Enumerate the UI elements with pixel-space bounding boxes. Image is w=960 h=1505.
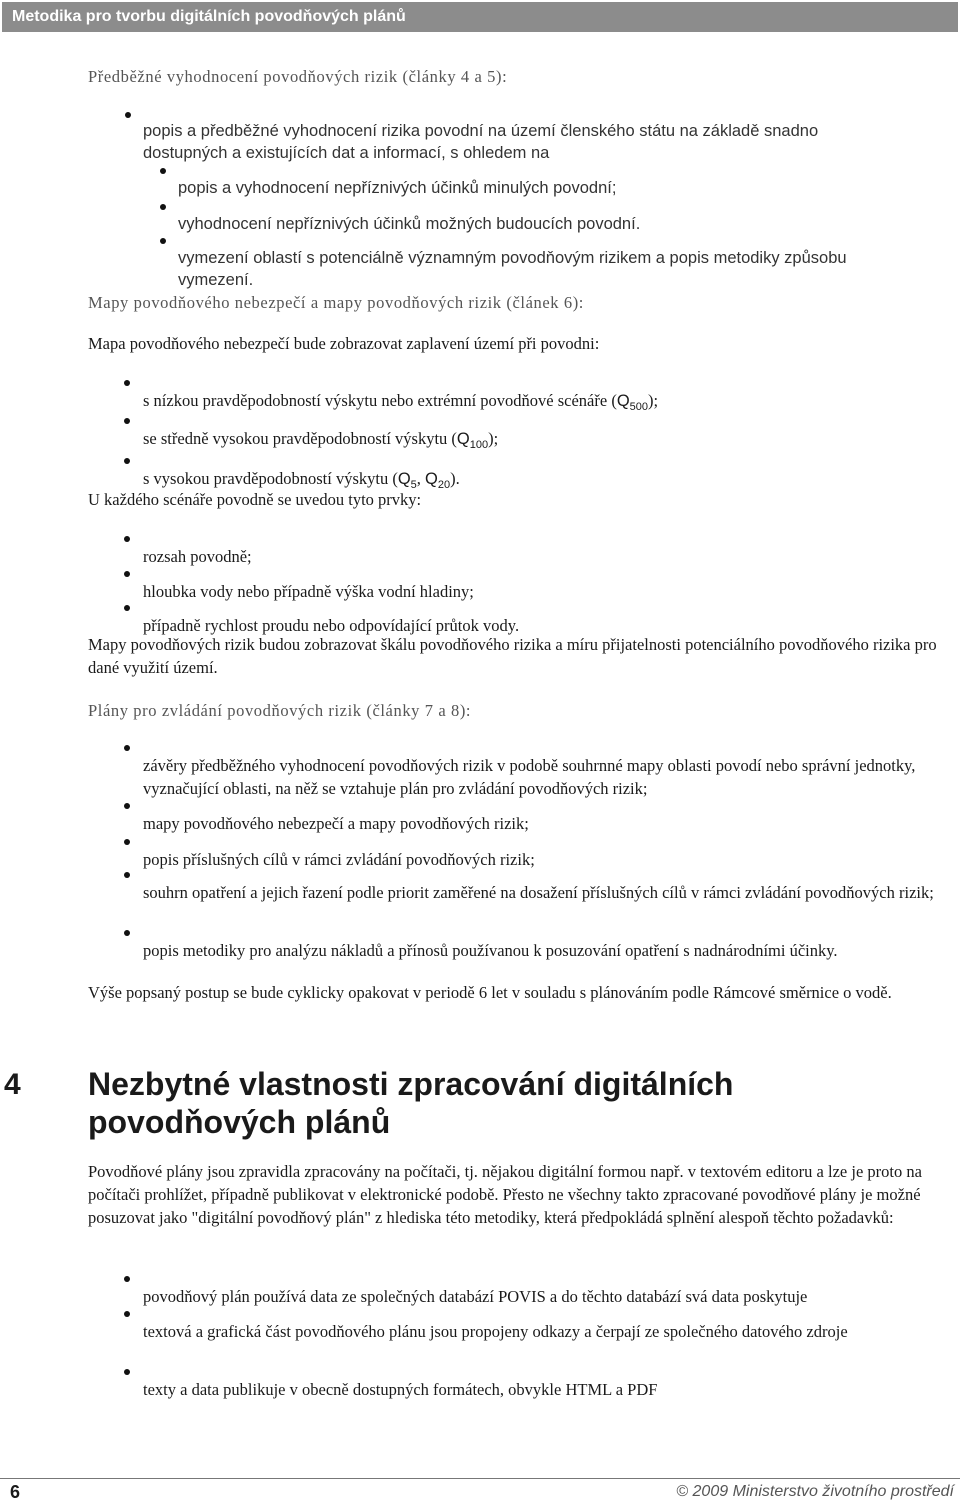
bullet-icon [124,571,130,577]
footer-divider [0,1478,960,1479]
bullet-icon [160,168,166,174]
paragraph: Mapy povodňových rizik budou zobrazovat škálu povodňového rizika a míru přijatelnosti potenciálního povodňového rizika pro dané využití území. [88,635,937,677]
list-item: rozsah povodně; [143,546,252,566]
bullet-icon [124,745,130,751]
bullet-icon [124,418,130,424]
paragraph: Výše popsaný postup se bude cyklicky opakovat v periodě 6 let v souladu s plánováním podle Rámcové směrnice o vodě. [88,983,892,1002]
list-item [143,389,933,419]
header-title: Metodika pro tvorbu digitálních povodňových plánů [12,8,406,25]
separator: , [416,468,426,488]
scenario-end: ); [648,390,659,410]
discharge-subscript: 20 [437,478,451,491]
list-item: popis a vyhodnocení nepříznivých účinků minulých povodní; [178,178,617,197]
section-lead-plans: Plány pro zvládání povodňových rizik (články 7 a 8): [88,701,472,720]
list-item: vymezení oblastí s potenciálně významným povodňovým rizikem a popis metodiky způsobu vymezení. [178,248,847,289]
chapter-number: 4 [4,1068,21,1101]
discharge-symbol: Q [425,469,438,488]
paragraph: U každého scénáře povodně se uvedou tyto prvky: [88,490,422,509]
scenario-end: ). [450,468,460,488]
bullet-icon [124,872,130,878]
copyright: © 2009 Ministerstvo životního prostředí [676,1483,954,1500]
list-item: povodňový plán používá data ze společných databází POVIS a do těchto databází svá data poskytuje [143,1286,808,1306]
bullet-icon [124,1311,130,1317]
scenario-text: se středně vysokou pravděpodobností výskytu ( [143,428,457,448]
bullet-icon [124,380,130,386]
bullet-icon [160,204,166,210]
section-lead-maps: Mapy povodňového nebezpečí a mapy povodňových rizik (článek 6): [88,293,584,312]
discharge-symbol: Q [456,429,470,448]
paragraph: Povodňové plány jsou zpravidla zpracovány na počítači, tj. nějakou digitální formou např. v textovém editoru a lze je proto na počítači prohlížet, případně publikovat v elektronické podobě. Přesto ne všechny takto zpracované povodňové plány je možné posuzovat jako "digitální povodňový plán" z hlediska této metodiky, která předpokládá splnění alespoň těchto požadavků: [88,1162,922,1227]
list-item: popis a předběžné vyhodnocení rizika povodní na území členského státu na základě snadno dostupných a existujících dat a informací, s ohledem na [143,121,819,162]
bullet-icon [124,803,130,809]
list-item: souhrn opatření a jejich řazení podle priorit zaměřené na dosažení příslušných cílů v rámci zvládání povodňových rizik; [143,882,934,902]
list-item: textová a grafická část povodňového plánu jsou propojeny odkazy a čerpají ze společného datového zdroje [143,1321,848,1341]
list-item: vyhodnocení nepříznivých účinků možných budoucích povodní. [178,214,641,233]
list-item: texty a data publikuje v obecně dostupných formátech, obvykle HTML a PDF [143,1379,658,1399]
bullet-icon [124,930,130,936]
discharge-subscript: 500 [629,400,649,413]
discharge-symbol: Q [397,469,411,488]
discharge-subscript: 5 [410,478,417,491]
bullet-icon [124,839,130,845]
bullet-icon [124,458,130,464]
list-item: popis příslušných cílů v rámci zvládání povodňových rizik; [143,849,535,869]
discharge-symbol: Q [616,391,630,410]
page-number: 6 [10,1482,21,1502]
bullet-icon [124,536,130,542]
bullet-icon [124,1276,130,1282]
bullet-icon [124,605,130,611]
list-item: případně rychlost proudu nebo odpovídající průtok vody. [143,615,520,635]
scenario-text: s nízkou pravděpodobností výskytu nebo extrémní povodňové scénáře ( [143,390,617,410]
scenario-end: ); [488,428,499,448]
bullet-icon [124,1369,130,1375]
bullet-icon [160,238,166,244]
bullet-icon [125,112,131,118]
section-lead-preliminary: Předběžné vyhodnocení povodňových rizik (články 4 a 5): [88,67,508,86]
scenario-text: s vysokou pravděpodobností výskytu ( [143,468,398,488]
list-item: hloubka vody nebo případně výška vodní hladiny; [143,581,474,601]
paragraph: Mapa povodňového nebezpečí bude zobrazovat zaplavení území při povodni: [88,334,600,353]
list-item: popis metodiky pro analýzu nákladů a přínosů používanou k posuzování opatření s nadnárodními účinky. [143,940,838,960]
list-item: závěry předběžného vyhodnocení povodňových rizik v podobě souhrnné mapy oblasti povodí nebo správní jednotky, vyznačující oblasti, na něž se vztahuje plán pro zvládání povodňových rizik; [143,755,916,798]
chapter-title: Nezbytné vlastnosti zpracování digitálních povodňových plánů [88,1066,734,1140]
discharge-subscript: 100 [469,438,489,451]
list-item [143,427,933,457]
document-header [2,2,958,32]
list-item: mapy povodňového nebezpečí a mapy povodňových rizik; [143,813,529,833]
